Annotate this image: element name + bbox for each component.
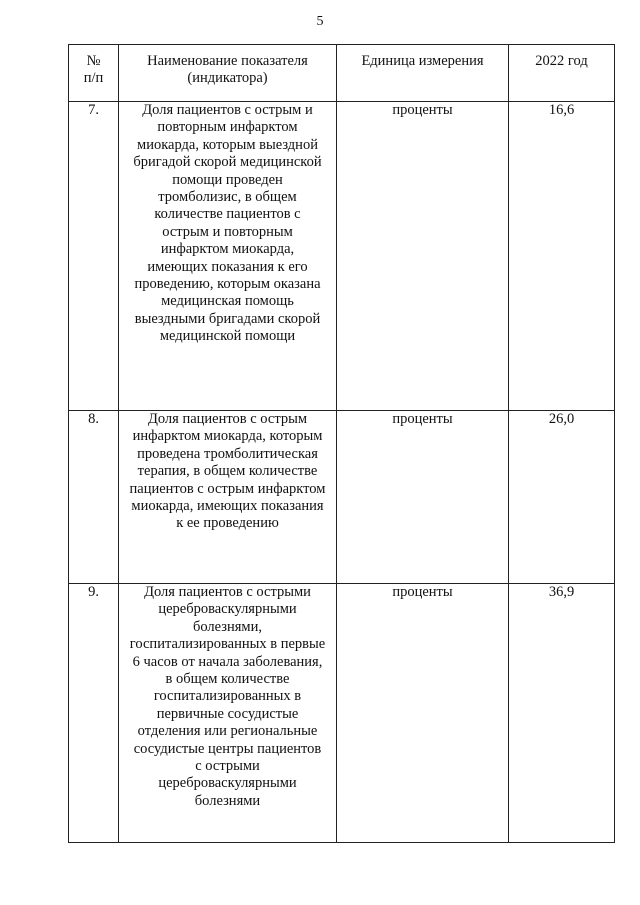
row-number: 8. bbox=[69, 411, 119, 584]
table-row bbox=[69, 411, 615, 584]
indicator-unit: проценты bbox=[337, 411, 509, 584]
header-unit: Единица измерения bbox=[337, 45, 509, 102]
row-number: 9. bbox=[69, 584, 119, 843]
indicator-name: Доля пациентов с острым инфарктом миокарда, которым проведена тромболитическая терапия, в общем количестве пациентов с острым инфарктом миокарда, имеющих показания к ее проведению bbox=[119, 411, 337, 584]
indicator-name: Доля пациентов с острыми цереброваскулярными болезнями, госпитализированных в первые 6 часов от начала заболевания, в общем количестве госпитализированных в первичные сосудистые отделения или региональные сосудистые центры пациентов с острыми цереброваскулярными болезнями bbox=[119, 584, 337, 843]
table-header-row bbox=[69, 45, 615, 102]
indicator-value: 26,0 bbox=[509, 411, 615, 584]
indicator-value: 36,9 bbox=[509, 584, 615, 843]
table-row bbox=[69, 102, 615, 411]
row-number: 7. bbox=[69, 102, 119, 411]
page-number: 5 bbox=[316, 14, 324, 29]
indicator-value: 16,6 bbox=[509, 102, 615, 411]
indicators-table bbox=[68, 44, 615, 843]
table-row bbox=[69, 584, 615, 843]
header-year: 2022 год bbox=[509, 45, 615, 102]
indicator-unit: проценты bbox=[337, 584, 509, 843]
header-number: № п/п bbox=[69, 45, 119, 102]
indicator-name: Доля пациентов с острым и повторным инфарктом миокарда, которым выездной бригадой скорой медицинской помощи проведен тромболизис, в общем количестве пациентов с острым и повторным инфарктом миокарда, имеющих показания к его проведению, которым оказана медицинская помощь выездными бригадами скорой медицинской помощи bbox=[119, 102, 337, 411]
indicator-unit: проценты bbox=[337, 102, 509, 411]
header-indicator-name: Наименование показателя (индикатора) bbox=[119, 45, 337, 102]
